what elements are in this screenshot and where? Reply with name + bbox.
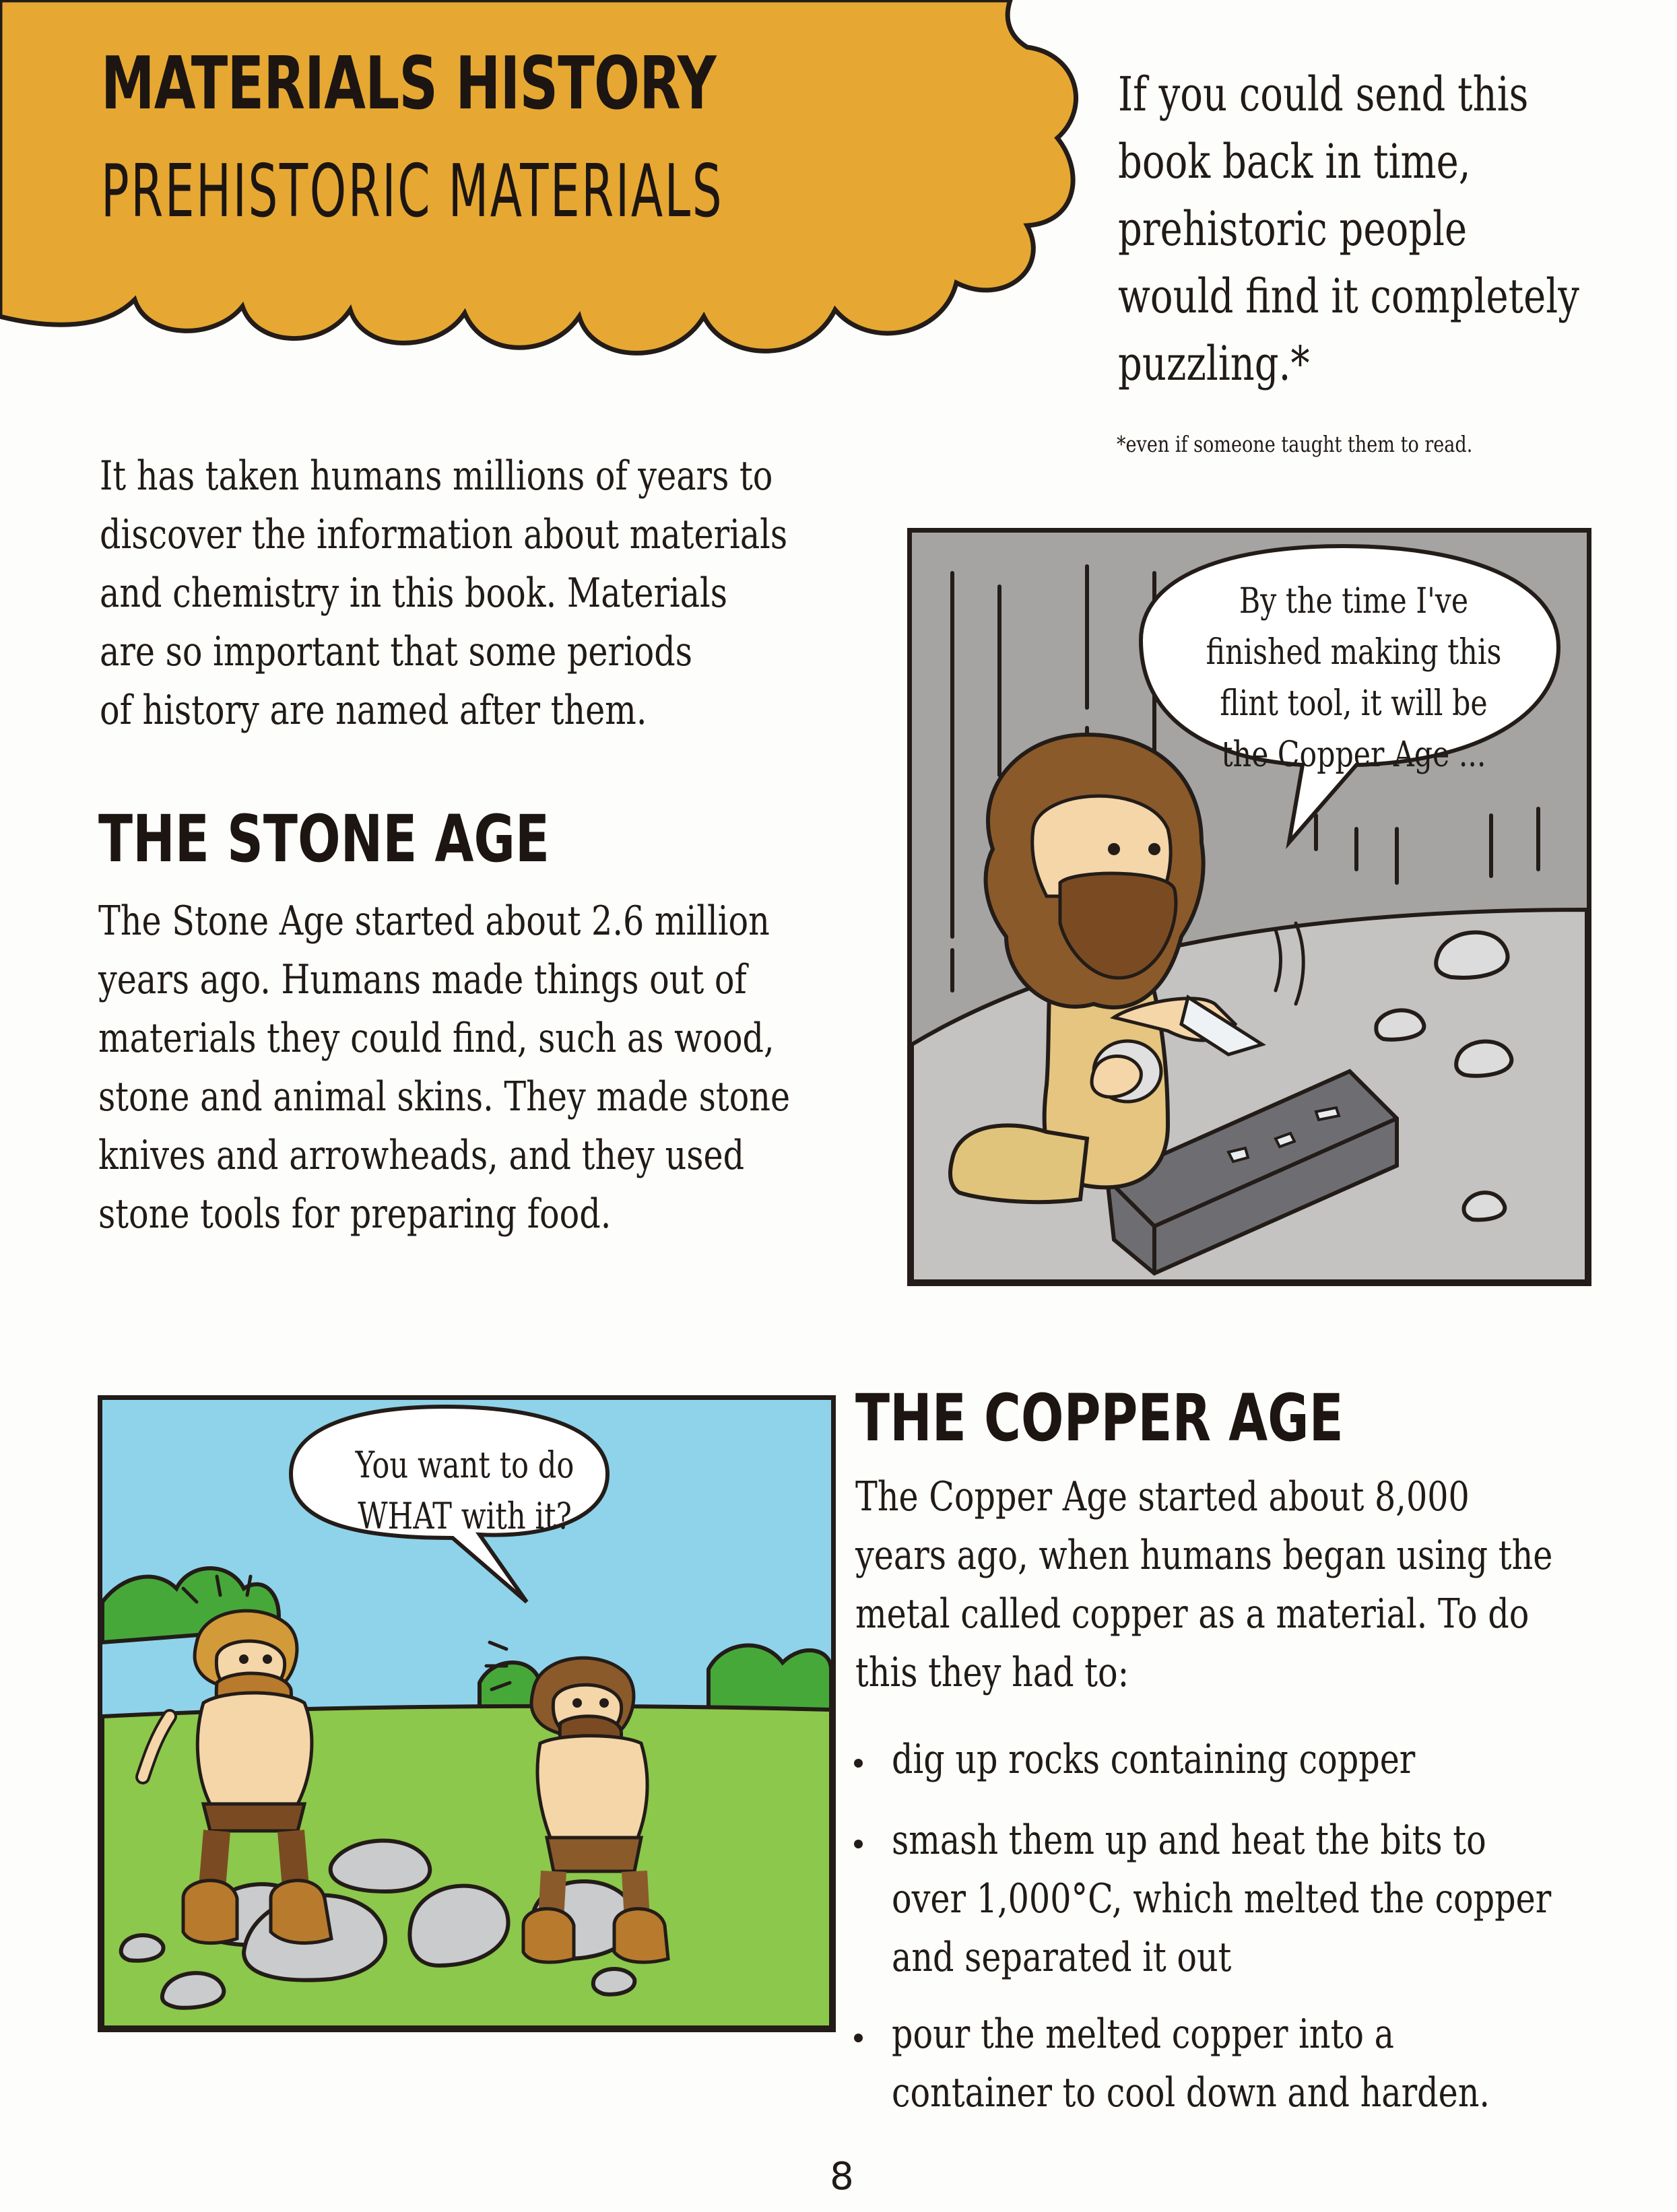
list-item-text	[892, 1731, 1415, 1789]
footnote: *even if someone taught them to read.	[1117, 431, 1473, 457]
speech-line: By the time I've	[1239, 581, 1469, 622]
bullet-dot	[854, 2034, 863, 2042]
speech-bubble-caveman	[1177, 576, 1531, 780]
speech-bubble-cavemen	[325, 1440, 605, 1542]
speech-line: WHAT with it?	[358, 1495, 572, 1537]
list-item-line: and separated it out	[892, 1934, 1232, 1981]
paragraph-line: years ago. Humans made things out of	[98, 956, 747, 1003]
page-title: MATERIALS HISTORY	[101, 42, 716, 126]
list-item-text	[892, 2005, 1490, 2122]
paragraph-line: of history are named after them.	[100, 687, 647, 734]
list-item-text	[892, 1811, 1551, 1987]
page-subtitle: PREHISTORIC MATERIALS	[101, 149, 724, 234]
list-item-line: over 1,000°C, which melted the copper	[892, 1875, 1552, 1922]
intro-note-line: would find it completely	[1118, 269, 1579, 324]
speech-line: flint tool, it will be	[1220, 683, 1488, 724]
stone-age-paragraph	[98, 892, 790, 1244]
list-item-line: smash them up and heat the bits to	[892, 1817, 1486, 1864]
speech-line: the Copper Age ...	[1221, 735, 1486, 775]
copper-age-heading: THE COPPER AGE	[855, 1380, 1344, 1456]
paragraph-line: materials they could find, such as wood,	[98, 1015, 775, 1062]
paragraph-line: are so important that some periods	[100, 628, 693, 675]
intro-note-line: book back in time,	[1118, 134, 1471, 189]
paragraph-line: The Stone Age started about 2.6 million	[98, 898, 770, 945]
list-item-line: dig up rocks containing copper	[892, 1736, 1416, 1783]
paragraph-line: this they had to:	[855, 1649, 1129, 1696]
paragraph-line: stone and animal skins. They made stone	[98, 1073, 791, 1120]
bullet-dot	[854, 1759, 863, 1768]
copper-age-paragraph	[855, 1468, 1552, 1702]
paragraph-line: discover the information about materials	[100, 511, 788, 558]
stone-age-heading: THE STONE AGE	[98, 801, 550, 877]
intro-note-line: puzzling.*	[1118, 336, 1310, 391]
paragraph-line: knives and arrowheads, and they used	[98, 1132, 745, 1179]
intro-note-line: prehistoric people	[1118, 201, 1468, 257]
paragraph-line: metal called copper as a material. To do	[855, 1590, 1530, 1638]
intro-note-line: If you could send this	[1118, 67, 1529, 122]
speech-line: finished making this	[1206, 632, 1502, 673]
intro-paragraph	[100, 447, 787, 740]
list-item-line: pour the melted copper into a	[892, 2011, 1394, 2058]
intro-note	[1118, 61, 1579, 397]
paragraph-line: and chemistry in this book. Materials	[100, 570, 728, 617]
page-number: 8	[830, 2155, 854, 2199]
copper-steps-list	[854, 1731, 1629, 2135]
paragraph-line: The Copper Age started about 8,000	[855, 1473, 1470, 1520]
paragraph-line: It has taken humans millions of years to	[100, 453, 773, 500]
speech-line: You want to do	[355, 1444, 574, 1486]
paragraph-line: stone tools for preparing food.	[98, 1191, 612, 1238]
paragraph-line: years ago, when humans began using the	[855, 1532, 1553, 1579]
list-item-line: container to cool down and harden.	[892, 2069, 1490, 2116]
bullet-dot	[854, 1840, 863, 1848]
